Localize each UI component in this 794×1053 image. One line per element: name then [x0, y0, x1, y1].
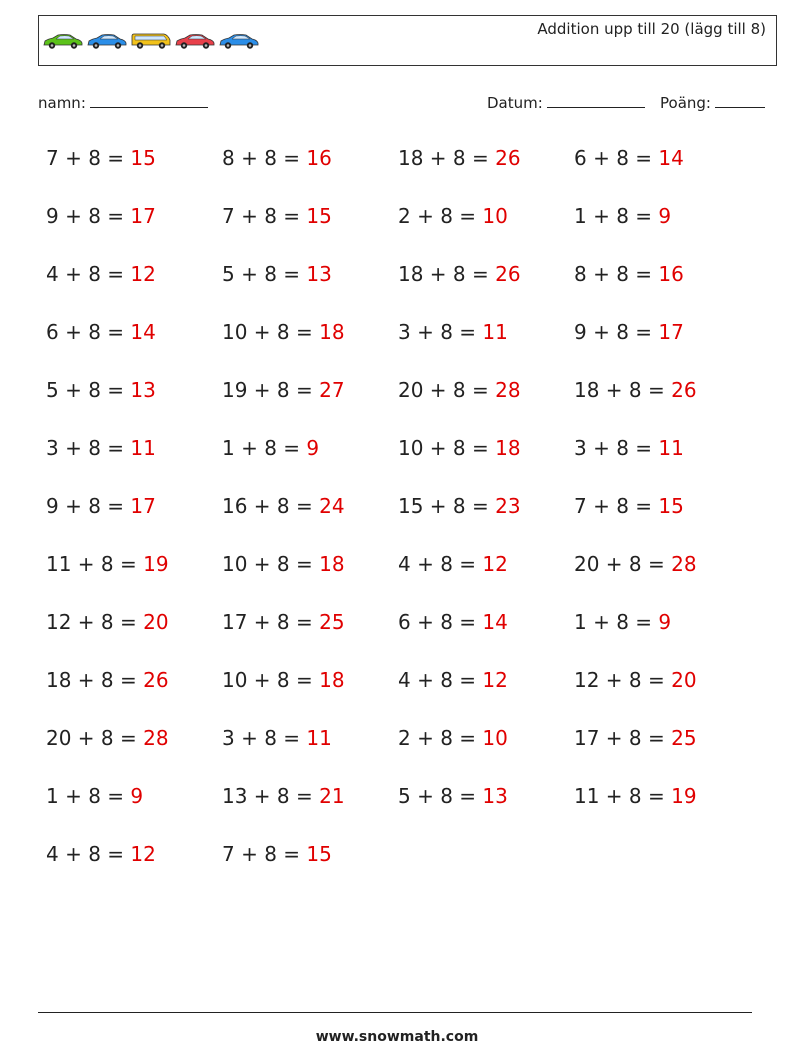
problem-item — [398, 726, 508, 750]
problem-item — [574, 436, 684, 460]
problem-question: 6 + 8 = — [46, 320, 131, 344]
problem-answer: 18 — [319, 552, 345, 576]
problem-question: 3 + 8 = — [574, 436, 659, 460]
problem-answer: 19 — [671, 784, 697, 808]
problem-answer: 14 — [658, 146, 684, 170]
problem-item — [574, 610, 671, 634]
problem-question: 19 + 8 = — [222, 378, 320, 402]
problem-item — [46, 204, 156, 228]
problem-question: 17 + 8 = — [574, 726, 672, 750]
problem-answer: 9 — [658, 204, 672, 228]
problem-question: 4 + 8 = — [46, 262, 131, 286]
problem-answer: 28 — [495, 378, 521, 402]
problem-item — [398, 146, 521, 170]
problem-item — [574, 146, 684, 170]
problem-question: 8 + 8 = — [574, 262, 659, 286]
problem-question: 4 + 8 = — [398, 552, 483, 576]
problem-question: 7 + 8 = — [46, 146, 131, 170]
problem-answer: 11 — [482, 320, 508, 344]
problem-item — [222, 784, 345, 808]
problem-item — [46, 726, 169, 750]
problem-question: 20 + 8 = — [46, 726, 144, 750]
green-car-icon — [42, 32, 84, 50]
problem-question: 10 + 8 = — [222, 668, 320, 692]
problem-answer: 9 — [130, 784, 144, 808]
problem-answer: 11 — [658, 436, 684, 460]
problem-question: 1 + 8 = — [574, 204, 659, 228]
problem-answer: 13 — [306, 262, 332, 286]
worksheet-title: Addition upp till 20 (lägg till 8) — [537, 20, 766, 38]
date-label: Datum: — [487, 94, 543, 112]
problem-item — [222, 668, 345, 692]
problem-answer: 12 — [130, 262, 156, 286]
problem-question: 3 + 8 = — [222, 726, 307, 750]
problem-item — [398, 610, 508, 634]
problem-question: 13 + 8 = — [222, 784, 320, 808]
problem-item — [222, 726, 332, 750]
problem-answer: 26 — [495, 146, 521, 170]
problem-answer: 9 — [306, 436, 320, 460]
problem-answer: 13 — [482, 784, 508, 808]
yellow-van-icon — [130, 32, 172, 50]
problem-item — [574, 320, 684, 344]
blue-car-icon — [86, 32, 128, 50]
problem-answer: 18 — [319, 320, 345, 344]
problem-answer: 26 — [143, 668, 169, 692]
problem-item — [222, 494, 345, 518]
problem-question: 12 + 8 = — [46, 610, 144, 634]
score-label: Poäng: — [660, 94, 711, 112]
problem-question: 7 + 8 = — [222, 842, 307, 866]
problem-answer: 12 — [482, 552, 508, 576]
problem-question: 8 + 8 = — [222, 146, 307, 170]
problem-item — [222, 842, 332, 866]
problem-item — [46, 552, 169, 576]
problem-item — [222, 436, 319, 460]
red-car-icon — [174, 32, 216, 50]
problem-answer: 28 — [671, 552, 697, 576]
problem-item — [398, 378, 521, 402]
problem-question: 2 + 8 = — [398, 204, 483, 228]
problem-question: 9 + 8 = — [574, 320, 659, 344]
name-field — [38, 93, 208, 112]
problem-answer: 26 — [495, 262, 521, 286]
problem-question: 9 + 8 = — [46, 204, 131, 228]
problem-answer: 18 — [495, 436, 521, 460]
problem-answer: 16 — [658, 262, 684, 286]
problem-answer: 27 — [319, 378, 345, 402]
problem-answer: 10 — [482, 726, 508, 750]
problem-question: 17 + 8 = — [222, 610, 320, 634]
problem-question: 1 + 8 = — [46, 784, 131, 808]
name-label: namn: — [38, 94, 86, 112]
problem-question: 7 + 8 = — [574, 494, 659, 518]
problem-item — [398, 262, 521, 286]
score-blank-line[interactable] — [715, 93, 765, 108]
problem-answer: 11 — [306, 726, 332, 750]
problem-item — [398, 494, 521, 518]
problem-item — [574, 204, 671, 228]
footer-url: www.snowmath.com — [315, 1029, 479, 1045]
problem-item — [46, 146, 156, 170]
problem-question: 10 + 8 = — [222, 320, 320, 344]
problem-item — [222, 262, 332, 286]
problem-question: 6 + 8 = — [574, 146, 659, 170]
problem-question: 18 + 8 = — [574, 378, 672, 402]
problem-question: 18 + 8 = — [46, 668, 144, 692]
problem-answer: 14 — [482, 610, 508, 634]
problem-answer: 25 — [319, 610, 345, 634]
problem-answer: 13 — [130, 378, 156, 402]
problem-item — [398, 204, 508, 228]
problem-question: 3 + 8 = — [46, 436, 131, 460]
problem-item — [574, 552, 697, 576]
problem-answer: 15 — [306, 842, 332, 866]
problem-question: 4 + 8 = — [398, 668, 483, 692]
problem-answer: 12 — [482, 668, 508, 692]
problem-answer: 28 — [143, 726, 169, 750]
problem-question: 1 + 8 = — [222, 436, 307, 460]
problem-item — [46, 320, 156, 344]
problem-answer: 19 — [143, 552, 169, 576]
problem-answer: 14 — [130, 320, 156, 344]
problem-item — [574, 668, 697, 692]
problem-answer: 17 — [658, 320, 684, 344]
problem-question: 5 + 8 = — [398, 784, 483, 808]
problem-item — [398, 784, 508, 808]
problem-answer: 17 — [130, 204, 156, 228]
problem-item — [222, 146, 332, 170]
problem-question: 1 + 8 = — [574, 610, 659, 634]
problem-answer: 9 — [658, 610, 672, 634]
problem-answer: 25 — [671, 726, 697, 750]
problem-question: 4 + 8 = — [46, 842, 131, 866]
name-blank-line[interactable] — [90, 93, 208, 108]
problem-item — [46, 436, 156, 460]
problem-item — [398, 320, 508, 344]
problem-question: 12 + 8 = — [574, 668, 672, 692]
problem-answer: 16 — [306, 146, 332, 170]
problem-question: 11 + 8 = — [574, 784, 672, 808]
problem-item — [46, 668, 169, 692]
problem-question: 18 + 8 = — [398, 146, 496, 170]
problem-item — [574, 726, 697, 750]
problem-item — [46, 842, 156, 866]
problem-question: 20 + 8 = — [574, 552, 672, 576]
problem-question: 11 + 8 = — [46, 552, 144, 576]
problem-item — [574, 262, 684, 286]
problem-question: 2 + 8 = — [398, 726, 483, 750]
problem-answer: 18 — [319, 668, 345, 692]
problem-item — [46, 494, 156, 518]
problem-question: 6 + 8 = — [398, 610, 483, 634]
problem-item — [222, 610, 345, 634]
score-field — [660, 93, 765, 112]
problem-question: 15 + 8 = — [398, 494, 496, 518]
problem-answer: 11 — [130, 436, 156, 460]
problem-item — [222, 204, 332, 228]
footer-divider — [38, 1012, 752, 1013]
problem-answer: 10 — [482, 204, 508, 228]
problem-answer: 15 — [658, 494, 684, 518]
problem-item — [46, 784, 143, 808]
blue-car-icon — [218, 32, 260, 50]
date-field — [487, 93, 645, 112]
problem-answer: 15 — [306, 204, 332, 228]
problem-item — [574, 378, 697, 402]
problem-question: 10 + 8 = — [222, 552, 320, 576]
problem-item — [398, 552, 508, 576]
car-icons — [42, 32, 260, 50]
problem-item — [574, 494, 684, 518]
problem-question: 18 + 8 = — [398, 262, 496, 286]
problem-item — [222, 552, 345, 576]
date-blank-line[interactable] — [547, 93, 645, 108]
problem-answer: 20 — [671, 668, 697, 692]
problem-answer: 21 — [319, 784, 345, 808]
problem-question: 9 + 8 = — [46, 494, 131, 518]
problem-question: 5 + 8 = — [222, 262, 307, 286]
problem-item — [46, 610, 169, 634]
worksheet-header — [38, 15, 777, 66]
problem-answer: 20 — [143, 610, 169, 634]
problem-item — [574, 784, 697, 808]
problem-answer: 17 — [130, 494, 156, 518]
problem-answer: 23 — [495, 494, 521, 518]
problem-question: 10 + 8 = — [398, 436, 496, 460]
problem-question: 16 + 8 = — [222, 494, 320, 518]
problem-question: 5 + 8 = — [46, 378, 131, 402]
problem-question: 20 + 8 = — [398, 378, 496, 402]
problem-question: 7 + 8 = — [222, 204, 307, 228]
problem-item — [222, 378, 345, 402]
problem-answer: 15 — [130, 146, 156, 170]
problem-question: 3 + 8 = — [398, 320, 483, 344]
problem-answer: 24 — [319, 494, 345, 518]
problem-answer: 12 — [130, 842, 156, 866]
problem-answer: 26 — [671, 378, 697, 402]
problem-item — [46, 378, 156, 402]
problem-item — [398, 436, 521, 460]
problem-item — [398, 668, 508, 692]
problem-item — [46, 262, 156, 286]
problem-item — [222, 320, 345, 344]
